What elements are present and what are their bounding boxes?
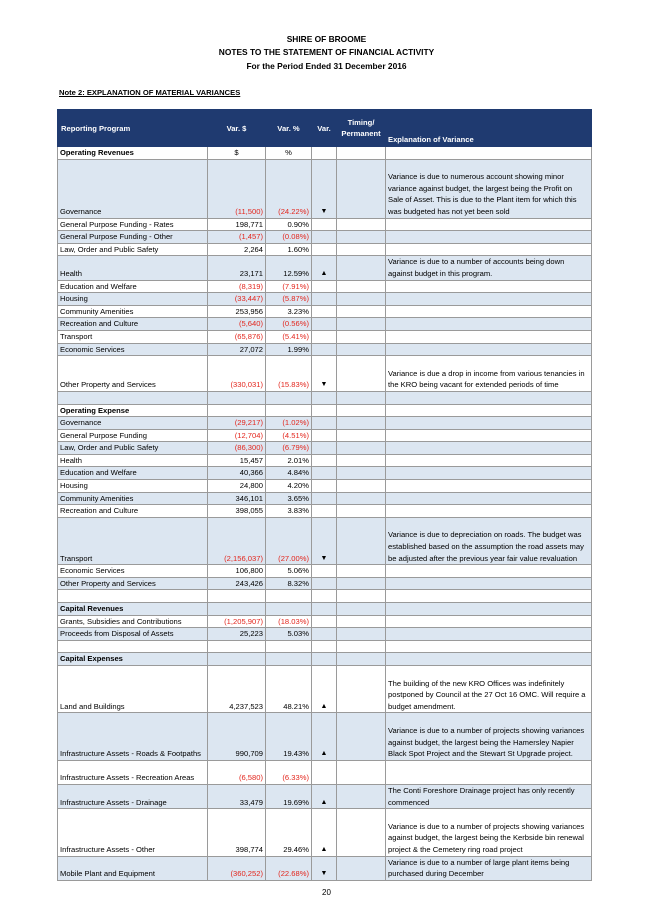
cell-explanation: The building of the new KRO Offices was indefinitely postponed by Council at the 27 Oct 16 OMC. Will require a budget amendment. bbox=[386, 666, 592, 713]
cell-program: Education and Welfare bbox=[58, 280, 208, 293]
cell-var-pct: (0.08%) bbox=[266, 231, 312, 244]
cell-explanation bbox=[386, 492, 592, 505]
cell-timing bbox=[337, 356, 386, 392]
cell-var-pct: (6.79%) bbox=[266, 442, 312, 455]
cell-explanation bbox=[386, 243, 592, 256]
cell-explanation bbox=[386, 417, 592, 430]
cell-timing bbox=[337, 565, 386, 578]
period-title: For the Period Ended 31 December 2016 bbox=[246, 61, 407, 71]
cell-var-pct: (7.91%) bbox=[266, 280, 312, 293]
cell-var bbox=[312, 492, 337, 505]
cell-timing bbox=[337, 147, 386, 160]
cell-timing bbox=[337, 318, 386, 331]
cell-var-dollar: 4,237,523 bbox=[208, 666, 266, 713]
table-row bbox=[58, 856, 592, 880]
down-triangle-icon: ▼ bbox=[312, 159, 337, 218]
cell-var-pct: 4.84% bbox=[266, 467, 312, 480]
cell-program: General Purpose Funding - Other bbox=[58, 231, 208, 244]
cell-explanation bbox=[386, 343, 592, 356]
cell-program: Operating Revenues bbox=[58, 147, 208, 160]
table-row bbox=[58, 429, 592, 442]
table-row bbox=[58, 640, 592, 653]
cell-program: Governance bbox=[58, 417, 208, 430]
cell-program: Capital Revenues bbox=[58, 603, 208, 616]
cell-var-pct: 4.20% bbox=[266, 480, 312, 493]
cell-var-dollar: 25,223 bbox=[208, 628, 266, 641]
cell-var-dollar: 106,800 bbox=[208, 565, 266, 578]
cell-var bbox=[312, 343, 337, 356]
cell-var-dollar: (1,205,907) bbox=[208, 615, 266, 628]
cell-var-dollar: (8,319) bbox=[208, 280, 266, 293]
cell-timing bbox=[337, 640, 386, 653]
cell-timing bbox=[337, 293, 386, 306]
cell-var-pct: 48.21% bbox=[266, 666, 312, 713]
cell-program: Housing bbox=[58, 480, 208, 493]
cell-timing bbox=[337, 615, 386, 628]
cell-var-dollar: 2,264 bbox=[208, 243, 266, 256]
table-row bbox=[58, 784, 592, 808]
cell-var-pct: 29.46% bbox=[266, 809, 312, 856]
cell-var-pct bbox=[266, 603, 312, 616]
cell-explanation: Variance is due a drop in income from various tenancies in the KRO being vacant for extended periods of time bbox=[386, 356, 592, 392]
table-row bbox=[58, 454, 592, 467]
cell-var-dollar bbox=[208, 640, 266, 653]
up-triangle-icon: ▲ bbox=[312, 256, 337, 280]
cell-var-pct bbox=[266, 640, 312, 653]
cell-var bbox=[312, 640, 337, 653]
cell-explanation: Variance is due to a number of accounts being down against budget in this program. bbox=[386, 256, 592, 280]
cell-program: Education and Welfare bbox=[58, 467, 208, 480]
cell-var-dollar bbox=[208, 404, 266, 417]
cell-explanation bbox=[386, 577, 592, 590]
cell-var bbox=[312, 147, 337, 160]
cell-explanation bbox=[386, 231, 592, 244]
table-row bbox=[58, 517, 592, 564]
cell-timing bbox=[337, 713, 386, 760]
cell-explanation bbox=[386, 305, 592, 318]
cell-var-pct: (24.22%) bbox=[266, 159, 312, 218]
cell-var-dollar: (65,876) bbox=[208, 330, 266, 343]
cell-program: Transport bbox=[58, 330, 208, 343]
cell-var-pct: (0.56%) bbox=[266, 318, 312, 331]
cell-var-dollar: (2,156,037) bbox=[208, 517, 266, 564]
cell-var-pct: (22.68%) bbox=[266, 856, 312, 880]
table-row bbox=[58, 218, 592, 231]
cell-var-dollar: 398,055 bbox=[208, 505, 266, 518]
cell-timing bbox=[337, 330, 386, 343]
cell-timing bbox=[337, 454, 386, 467]
cell-var-pct: 5.03% bbox=[266, 628, 312, 641]
cell-program: General Purpose Funding bbox=[58, 429, 208, 442]
cell-var-pct bbox=[266, 590, 312, 603]
cell-timing bbox=[337, 404, 386, 417]
cell-timing bbox=[337, 256, 386, 280]
cell-var bbox=[312, 454, 337, 467]
cell-explanation bbox=[386, 391, 592, 404]
cell-timing bbox=[337, 505, 386, 518]
cell-timing bbox=[337, 492, 386, 505]
cell-var-dollar bbox=[208, 603, 266, 616]
cell-var-dollar bbox=[208, 391, 266, 404]
cell-explanation bbox=[386, 480, 592, 493]
table-row bbox=[58, 147, 592, 160]
cell-program: Economic Services bbox=[58, 565, 208, 578]
cell-explanation: Variance is due to a number of projects showing variances against budget, the largest being the Kerbside bin renewal project & the Cemetery ring road project bbox=[386, 809, 592, 856]
cell-var bbox=[312, 505, 337, 518]
cell-var bbox=[312, 417, 337, 430]
cell-var-dollar: 33,479 bbox=[208, 784, 266, 808]
table-row bbox=[58, 809, 592, 856]
cell-var-pct: 1.99% bbox=[266, 343, 312, 356]
cell-program: Housing bbox=[58, 293, 208, 306]
table-row bbox=[58, 653, 592, 666]
cell-var-dollar: 24,800 bbox=[208, 480, 266, 493]
cell-timing bbox=[337, 856, 386, 880]
cell-var-pct: 19.69% bbox=[266, 784, 312, 808]
cell-var-pct: (6.33%) bbox=[266, 760, 312, 784]
org-title: SHIRE OF BROOME bbox=[286, 34, 367, 44]
cell-program: Grants, Subsidies and Contributions bbox=[58, 615, 208, 628]
cell-var-pct: 3.65% bbox=[266, 492, 312, 505]
cell-explanation bbox=[386, 330, 592, 343]
cell-program: Economic Services bbox=[58, 343, 208, 356]
cell-var bbox=[312, 467, 337, 480]
cell-explanation bbox=[386, 467, 592, 480]
cell-program: Proceeds from Disposal of Assets bbox=[58, 628, 208, 641]
table-row bbox=[58, 628, 592, 641]
table-row bbox=[58, 590, 592, 603]
col-explanation: Explanation of Variance bbox=[386, 110, 592, 147]
cell-timing bbox=[337, 653, 386, 666]
table-row bbox=[58, 615, 592, 628]
cell-var-pct: (4.51%) bbox=[266, 429, 312, 442]
cell-timing bbox=[337, 231, 386, 244]
table-row bbox=[58, 666, 592, 713]
table-row bbox=[58, 713, 592, 760]
table-row bbox=[58, 577, 592, 590]
cell-var-pct: 0.90% bbox=[266, 218, 312, 231]
cell-timing bbox=[337, 159, 386, 218]
cell-var-pct: (15.83%) bbox=[266, 356, 312, 392]
cell-program: Recreation and Culture bbox=[58, 318, 208, 331]
cell-var-dollar: 23,171 bbox=[208, 256, 266, 280]
table-header-row bbox=[58, 110, 592, 147]
cell-explanation: Variance is due to a number of projects showing variances against budget, the largest being the Hamersley Napier Black Spot Project and the Stewart St Upgrade project. bbox=[386, 713, 592, 760]
cell-program: Law, Order and Public Safety bbox=[58, 442, 208, 455]
cell-program: Other Property and Services bbox=[58, 356, 208, 392]
cell-var-dollar: (29,217) bbox=[208, 417, 266, 430]
cell-explanation bbox=[386, 565, 592, 578]
cell-var-pct: % bbox=[266, 147, 312, 160]
cell-timing bbox=[337, 590, 386, 603]
cell-explanation: Variance is due to a number of large plant items being purchased during December bbox=[386, 856, 592, 880]
cell-var-dollar bbox=[208, 653, 266, 666]
table-row bbox=[58, 565, 592, 578]
cell-var-pct: 3.83% bbox=[266, 505, 312, 518]
cell-explanation bbox=[386, 628, 592, 641]
variance-table bbox=[57, 109, 592, 881]
col-var-dollar: Var. $ bbox=[208, 110, 266, 147]
table-row bbox=[58, 293, 592, 306]
cell-var bbox=[312, 577, 337, 590]
cell-explanation bbox=[386, 653, 592, 666]
cell-explanation bbox=[386, 760, 592, 784]
cell-timing bbox=[337, 343, 386, 356]
cell-var-pct bbox=[266, 391, 312, 404]
cell-program bbox=[58, 590, 208, 603]
cell-timing bbox=[337, 243, 386, 256]
cell-var bbox=[312, 391, 337, 404]
cell-var bbox=[312, 480, 337, 493]
table-row bbox=[58, 243, 592, 256]
cell-timing bbox=[337, 442, 386, 455]
table-row bbox=[58, 318, 592, 331]
cell-program bbox=[58, 640, 208, 653]
cell-var bbox=[312, 330, 337, 343]
cell-var bbox=[312, 442, 337, 455]
cell-var bbox=[312, 404, 337, 417]
cell-var-pct: (1.02%) bbox=[266, 417, 312, 430]
table-row bbox=[58, 480, 592, 493]
table-row bbox=[58, 603, 592, 616]
cell-explanation bbox=[386, 318, 592, 331]
cell-var-pct: 2.01% bbox=[266, 454, 312, 467]
table-row bbox=[58, 505, 592, 518]
cell-program: Health bbox=[58, 256, 208, 280]
cell-program: Law, Order and Public Safety bbox=[58, 243, 208, 256]
cell-var-dollar: 253,956 bbox=[208, 305, 266, 318]
report-title: NOTES TO THE STATEMENT OF FINANCIAL ACTIVITY bbox=[218, 47, 435, 57]
table-row bbox=[58, 467, 592, 480]
cell-explanation bbox=[386, 429, 592, 442]
cell-var-dollar: (86,300) bbox=[208, 442, 266, 455]
cell-program: Capital Expenses bbox=[58, 653, 208, 666]
cell-explanation: Variance is due to depreciation on roads. The budget was established based on the assumption the road assets may be adjusted after the previous year fair value revaluation bbox=[386, 517, 592, 564]
cell-timing bbox=[337, 784, 386, 808]
cell-var-dollar: (12,704) bbox=[208, 429, 266, 442]
down-triangle-icon: ▼ bbox=[312, 356, 337, 392]
table-row bbox=[58, 404, 592, 417]
down-triangle-icon: ▼ bbox=[312, 856, 337, 880]
cell-program: Governance bbox=[58, 159, 208, 218]
cell-timing bbox=[337, 666, 386, 713]
cell-explanation bbox=[386, 280, 592, 293]
cell-var-pct: 8.32% bbox=[266, 577, 312, 590]
cell-program: Other Property and Services bbox=[58, 577, 208, 590]
cell-var-dollar: $ bbox=[208, 147, 266, 160]
cell-explanation bbox=[386, 218, 592, 231]
cell-var-dollar: (11,500) bbox=[208, 159, 266, 218]
col-var-pct: Var. % bbox=[266, 110, 312, 147]
cell-var-pct: 5.06% bbox=[266, 565, 312, 578]
cell-program: General Purpose Funding - Rates bbox=[58, 218, 208, 231]
cell-program: Infrastructure Assets - Drainage bbox=[58, 784, 208, 808]
cell-var bbox=[312, 603, 337, 616]
table-row bbox=[58, 492, 592, 505]
cell-timing bbox=[337, 467, 386, 480]
cell-program: Infrastructure Assets - Recreation Areas bbox=[58, 760, 208, 784]
cell-var bbox=[312, 429, 337, 442]
col-var: Var. bbox=[312, 110, 337, 147]
table-row bbox=[58, 231, 592, 244]
cell-var-dollar: 40,366 bbox=[208, 467, 266, 480]
cell-var-pct bbox=[266, 653, 312, 666]
cell-var bbox=[312, 318, 337, 331]
cell-var-pct bbox=[266, 404, 312, 417]
cell-program: Operating Expense bbox=[58, 404, 208, 417]
cell-explanation bbox=[386, 147, 592, 160]
cell-var-dollar: 398,774 bbox=[208, 809, 266, 856]
cell-var-dollar: (6,580) bbox=[208, 760, 266, 784]
table-row bbox=[58, 330, 592, 343]
cell-var-dollar: (330,031) bbox=[208, 356, 266, 392]
cell-var bbox=[312, 280, 337, 293]
cell-var-pct: 1.60% bbox=[266, 243, 312, 256]
cell-program: Transport bbox=[58, 517, 208, 564]
cell-var bbox=[312, 590, 337, 603]
up-triangle-icon: ▲ bbox=[312, 666, 337, 713]
cell-var-pct: (5.87%) bbox=[266, 293, 312, 306]
cell-program: Infrastructure Assets - Roads & Footpaths bbox=[58, 713, 208, 760]
cell-var bbox=[312, 231, 337, 244]
cell-var bbox=[312, 615, 337, 628]
up-triangle-icon: ▲ bbox=[312, 713, 337, 760]
cell-program: Health bbox=[58, 454, 208, 467]
cell-explanation: Variance is due to numerous account showing minor variance against budget, the largest being the Profit on Sale of Asset. This is due to the Plant item for which this was budgeted has not yet been sold bbox=[386, 159, 592, 218]
cell-timing bbox=[337, 429, 386, 442]
table-row bbox=[58, 159, 592, 218]
cell-program bbox=[58, 391, 208, 404]
cell-timing bbox=[337, 417, 386, 430]
cell-program: Land and Buildings bbox=[58, 666, 208, 713]
cell-var-dollar: (33,447) bbox=[208, 293, 266, 306]
cell-var-pct: (5.41%) bbox=[266, 330, 312, 343]
cell-explanation bbox=[386, 505, 592, 518]
cell-var bbox=[312, 628, 337, 641]
cell-program: Infrastructure Assets - Other bbox=[58, 809, 208, 856]
table-row bbox=[58, 256, 592, 280]
cell-var-dollar: 27,072 bbox=[208, 343, 266, 356]
cell-explanation bbox=[386, 603, 592, 616]
cell-var bbox=[312, 305, 337, 318]
cell-timing bbox=[337, 628, 386, 641]
cell-timing bbox=[337, 760, 386, 784]
cell-var bbox=[312, 218, 337, 231]
up-triangle-icon: ▲ bbox=[312, 809, 337, 856]
cell-timing bbox=[337, 809, 386, 856]
table-row bbox=[58, 305, 592, 318]
table-row bbox=[58, 760, 592, 784]
cell-timing bbox=[337, 391, 386, 404]
cell-program: Community Amenities bbox=[58, 492, 208, 505]
cell-explanation bbox=[386, 454, 592, 467]
cell-var-pct: 19.43% bbox=[266, 713, 312, 760]
cell-timing bbox=[337, 218, 386, 231]
table-row bbox=[58, 356, 592, 392]
cell-timing bbox=[337, 480, 386, 493]
col-program: Reporting Program bbox=[58, 110, 208, 147]
table-row bbox=[58, 442, 592, 455]
cell-timing bbox=[337, 305, 386, 318]
cell-explanation bbox=[386, 404, 592, 417]
cell-var-dollar: 15,457 bbox=[208, 454, 266, 467]
cell-var bbox=[312, 243, 337, 256]
cell-timing bbox=[337, 603, 386, 616]
cell-explanation: The Conti Foreshore Drainage project has only recently commenced bbox=[386, 784, 592, 808]
cell-var-dollar: 346,101 bbox=[208, 492, 266, 505]
cell-timing bbox=[337, 577, 386, 590]
cell-explanation bbox=[386, 615, 592, 628]
table-row bbox=[58, 391, 592, 404]
note-title: Note 2: EXPLANATION OF MATERIAL VARIANCES bbox=[59, 88, 241, 97]
page-number: 20 bbox=[322, 888, 331, 897]
cell-timing bbox=[337, 280, 386, 293]
cell-var bbox=[312, 565, 337, 578]
table-row bbox=[58, 280, 592, 293]
cell-program: Mobile Plant and Equipment bbox=[58, 856, 208, 880]
cell-explanation bbox=[386, 590, 592, 603]
cell-program: Community Amenities bbox=[58, 305, 208, 318]
cell-var-pct: 3.23% bbox=[266, 305, 312, 318]
cell-var bbox=[312, 760, 337, 784]
cell-explanation bbox=[386, 640, 592, 653]
cell-var bbox=[312, 293, 337, 306]
cell-var-dollar: (1,457) bbox=[208, 231, 266, 244]
down-triangle-icon: ▼ bbox=[312, 517, 337, 564]
cell-var-pct: 12.59% bbox=[266, 256, 312, 280]
col-timing: Timing/ Permanent bbox=[337, 110, 386, 147]
cell-program: Recreation and Culture bbox=[58, 505, 208, 518]
cell-var-pct: (18.03%) bbox=[266, 615, 312, 628]
table-row bbox=[58, 343, 592, 356]
table-row bbox=[58, 417, 592, 430]
cell-explanation bbox=[386, 442, 592, 455]
cell-timing bbox=[337, 517, 386, 564]
cell-explanation bbox=[386, 293, 592, 306]
cell-var bbox=[312, 653, 337, 666]
cell-var-dollar bbox=[208, 590, 266, 603]
cell-var-dollar: 198,771 bbox=[208, 218, 266, 231]
up-triangle-icon: ▲ bbox=[312, 784, 337, 808]
cell-var-dollar: (5,640) bbox=[208, 318, 266, 331]
cell-var-dollar: 990,709 bbox=[208, 713, 266, 760]
cell-var-dollar: 243,426 bbox=[208, 577, 266, 590]
cell-var-dollar: (360,252) bbox=[208, 856, 266, 880]
cell-var-pct: (27.00%) bbox=[266, 517, 312, 564]
